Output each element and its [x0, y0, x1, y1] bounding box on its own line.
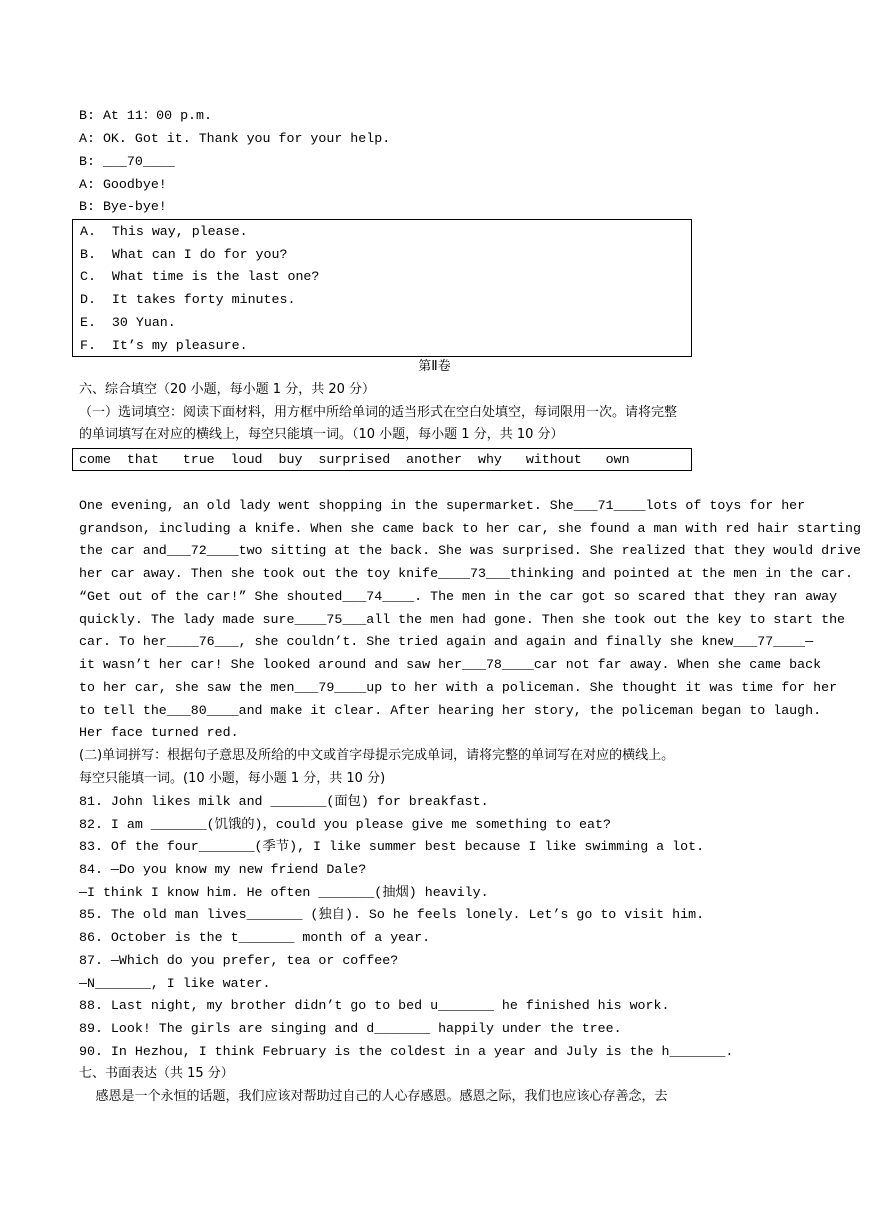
- section6-sub2-instruction: (二)单词拼写：根据句子意思及所给的中文或首字母提示完成单词，请将完整的单词写在对应的横线上。: [79, 748, 675, 763]
- spelling-item: —N_______, I like water.: [79, 976, 271, 991]
- spelling-item: 82. I am _______(饥饿的)，could you please give me something to eat?: [79, 817, 611, 832]
- passage-line: to her car, she saw the men___79____up to her with a policeman. She thought it was time for her: [79, 680, 838, 695]
- passage-line: to tell the___80____and make it clear. After hearing her story, the policeman began to laugh.: [79, 703, 822, 718]
- section6-instruction: 的单词填写在对应的横线上，每空只能填一词。（10 小题，每小题 1 分，共 10 分）: [79, 427, 564, 442]
- option-item: F. It’s my pleasure.: [80, 338, 248, 353]
- word-bank-box: [72, 448, 692, 471]
- spelling-item: 88. Last night, my brother didn’t go to bed u_______ he finished his work.: [79, 998, 670, 1013]
- option-item: C. What time is the last one?: [80, 269, 320, 284]
- passage-line: car. To her____76___, she couldn’t. She tried again and again and finally she knew___77____—: [79, 634, 814, 649]
- passage-line: grandson, including a knife. When she came back to her car, she found a man with red hair starting: [79, 521, 861, 536]
- spelling-item: —I think I know him. He often _______(抽烟) heavily.: [79, 885, 489, 900]
- section6-title: 六、综合填空（20 小题，每小题 1 分，共 20 分）: [79, 382, 376, 397]
- spelling-item: 89. Look! The girls are singing and d_______ happily under the tree.: [79, 1021, 622, 1036]
- option-item: A. This way, please.: [80, 224, 248, 239]
- dialogue-line: A: OK. Got it. Thank you for your help.: [79, 131, 391, 146]
- dialogue-line: B: ___70____: [79, 154, 175, 169]
- passage-line: the car and___72____two sitting at the back. She was surprised. She realized that they would drive: [79, 543, 861, 558]
- dialogue-line: B: At 11：00 p.m.: [79, 108, 212, 123]
- options-box: [72, 219, 692, 357]
- dialogue-line: B: Bye-bye!: [79, 199, 167, 214]
- spelling-item: 85. The old man lives_______ (独自). So he feels lonely. Let’s go to visit him.: [79, 907, 705, 922]
- option-item: E. 30 Yuan.: [80, 315, 176, 330]
- part-title: 第Ⅱ卷: [418, 359, 451, 374]
- option-item: D. It takes forty minutes.: [80, 292, 296, 307]
- section6-sub2-instruction: 每空只能填一词。(10 小题，每小题 1 分，共 10 分): [79, 771, 386, 786]
- spelling-item: 86. October is the t_______ month of a year.: [79, 930, 431, 945]
- passage-line: her car away. Then she took out the toy knife____73___thinking and pointed at the men in the car.: [79, 566, 854, 581]
- word-bank: come that true loud buy surprised another why without own: [79, 452, 630, 467]
- passage-line: One evening, an old lady went shopping in the supermarket. She___71____lots of toys for her: [79, 498, 806, 513]
- passage-line: “Get out of the car!” She shouted___74____. The men in the car got so scared that they ran away: [79, 589, 838, 604]
- spelling-item: 81. John likes milk and _______(面包) for breakfast.: [79, 794, 489, 809]
- spelling-item: 87. —Which do you prefer, tea or coffee?: [79, 953, 399, 968]
- dialogue-line: A: Goodbye!: [79, 177, 167, 192]
- passage-line: Her face turned red.: [79, 725, 239, 740]
- section6-instruction: （一）选词填空：阅读下面材料，用方框中所给单词的适当形式在空白处填空，每词限用一次。请将完整: [79, 405, 678, 420]
- spelling-item: 83. Of the four_______(季节), I like summer best because I like swimming a lot.: [79, 839, 705, 854]
- passage-line: quickly. The lady made sure____75___all the men had gone. Then she took out the key to start the: [79, 612, 846, 627]
- spelling-item: 84. —Do you know my new friend Dale?: [79, 862, 367, 877]
- spelling-item: 90. In Hezhou, I think February is the coldest in a year and July is the h_______.: [79, 1044, 734, 1059]
- option-item: B. What can I do for you?: [80, 247, 288, 262]
- section7-intro: 感恩是一个永恒的话题，我们应该对帮助过自己的人心存感恩。感恩之际，我们也应该心存善念，去: [79, 1089, 668, 1104]
- passage-line: it wasn’t her car! She looked around and saw her___78____car not far away. When she came back: [79, 657, 822, 672]
- section7-title: 七、书面表达（共 15 分）: [79, 1066, 234, 1081]
